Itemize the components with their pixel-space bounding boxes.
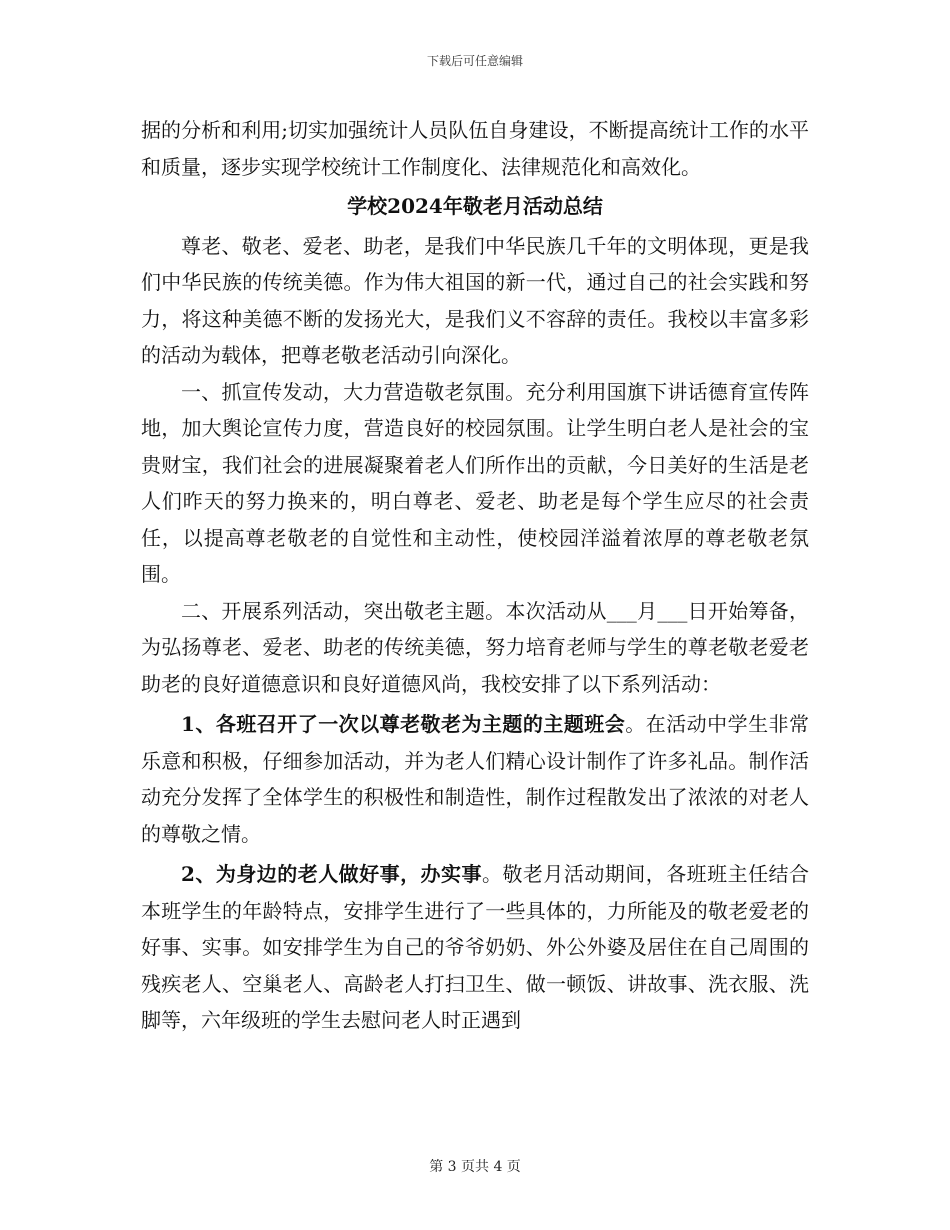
activity-item-2 — [141, 856, 809, 1039]
activity-item-1-heading: 1、各班召开了一次以尊老敬老为主题的主题班会 — [181, 712, 626, 736]
page-footer: 第 3 页共 4 页 — [429, 1159, 521, 1175]
activity-item-1 — [141, 706, 809, 852]
activity-item-2-heading: 2、为身边的老人做好事，办实事 — [181, 862, 482, 886]
activity-item-2-text: 。敬老月活动期间，各班班主任结合本班学生的年龄特点，安排学生进行了一些具体的，力所能及的敬老爱老的好事、实事。如安排学生为自己的爷爷奶奶、外公外婆及居住在自己周围的残疾老人、空巢老人、高龄老人打扫卫生、做一顿饭、讲故事、洗衣服、洗脚等，六年级班的学生去慰问老人时正遇到 — [141, 862, 810, 1032]
document-title: 学校2024年敬老月活动总结 — [347, 194, 603, 218]
section-1-paragraph: 一、抓宣传发动，大力营造敬老氛围。充分利用国旗下讲话德育宣传阵地，加大舆论宣传力度，营造良好的校园氛围。让学生明白老人是社会的宝贵财宝，我们社会的进展凝聚着老人们所作出的贡献，今日美好的生活是老人们昨天的努力换来的，明白尊老、爱老、助老是每个学生应尽的社会责任，以提高尊老敬老的自觉性和主动性，使校园洋溢着浓厚的尊老敬老氛围。 — [141, 379, 809, 586]
document-body — [141, 112, 809, 1039]
intro-paragraph: 尊老、敬老、爱老、助老，是我们中华民族几千年的文明体现，更是我们中华民族的传统美德。作为伟大祖国的新一代，通过自己的社会实践和努力，将这种美德不断的发扬光大，是我们义不容辞的责任。我校以丰富多彩的活动为载体，把尊老敬老活动引向深化。 — [141, 233, 809, 367]
page-header: 下载后可任意编辑 — [426, 54, 523, 68]
section-2-paragraph: 二、开展系列活动，突出敬老主题。本次活动从___月___日开始筹备，为弘扬尊老、爱老、助老的传统美德，努力培育老师与学生的尊老敬老爱老助老的良好道德意识和良好道德风尚，我校安排了以下系列活动： — [141, 598, 809, 696]
activity-item-1-text: 。在活动中学生非常乐意和积极，仔细参加活动，并为老人们精心设计制作了许多礼品。制作活动充分发挥了全体学生的积极性和制造性，制作过程散发出了浓浓的对老人的尊敬之情。 — [141, 712, 810, 846]
continuation-paragraph: 据的分析和利用;切实加强统计人员队伍自身建设，不断提高统计工作的水平和质量，逐步实现学校统计工作制度化、法律规范化和高效化。 — [141, 118, 809, 179]
